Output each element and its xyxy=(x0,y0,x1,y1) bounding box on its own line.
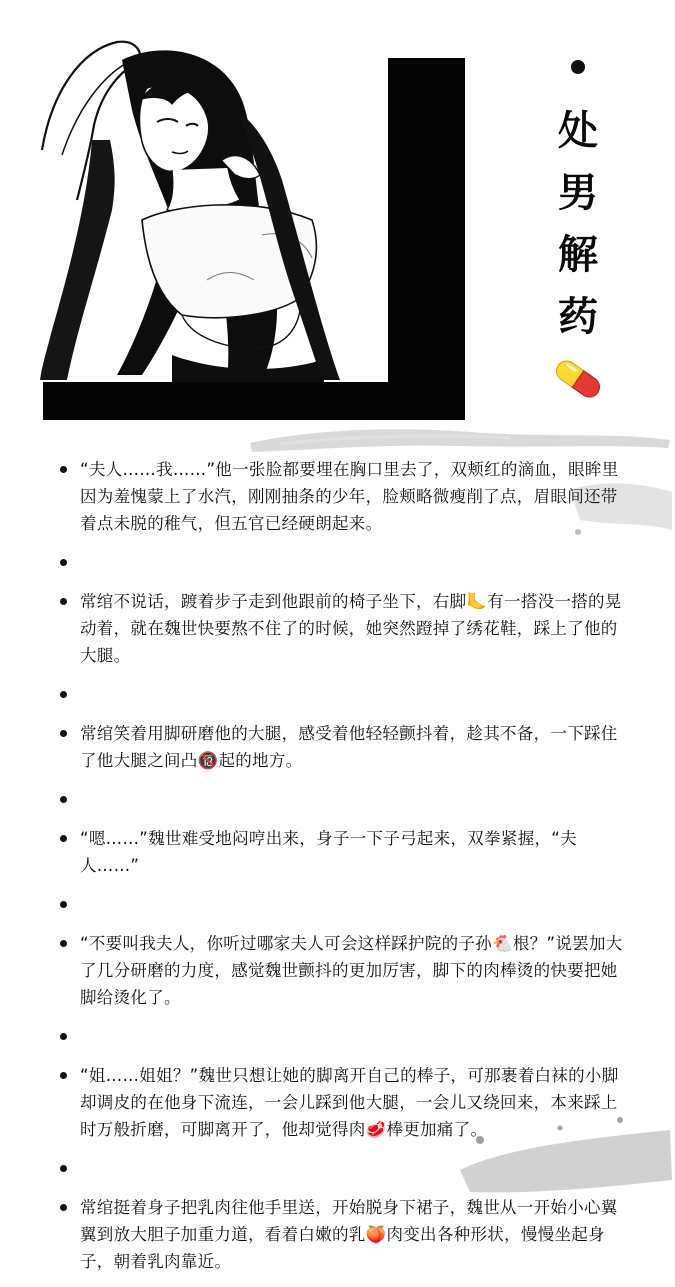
list-item: “夫人……我……”他一张脸都要埋在胸口里去了，双颊红的滴血，眼眸里因为羞愧蒙上了水汽，刚刚抽条的少年，脸颊略微瘦削了点，眉眼间还带着点未脱的稚气，但五官已经硬朗起来。 xyxy=(58,456,623,537)
frame-bar-bottom xyxy=(43,382,465,420)
list-item: 常绾挺着身子把乳肉往他手里送，开始脱身下裙子，魏世从一开始小心翼翼到放大胆子加重力道，看着白嫩的乳🍑肉变出各种形状，慢慢坐起身子，朝着乳肉靠近。 xyxy=(58,1194,623,1275)
story-text xyxy=(58,456,623,1287)
title-char: 解 xyxy=(558,232,598,278)
list-item-empty xyxy=(58,891,623,918)
title-char: 药 xyxy=(558,294,598,340)
title-char: 男 xyxy=(558,170,598,216)
list-item: “不要叫我夫人，你听过哪家夫人可会这样踩护院的子孙🐔根？”说罢加大了几分研磨的力度，感觉魏世颤抖的更加厉害，脚下的肉棒烫的快要把她脚给烫化了。 xyxy=(58,930,623,1011)
title-bullet-dot xyxy=(571,60,585,74)
list-item-empty xyxy=(58,681,623,708)
list-item: 常绾笑着用脚研磨他的大腿，感受着他轻轻颤抖着，趁其不备，一下踩住了他大腿之间凸🔞起的地方。 xyxy=(58,720,623,774)
list-item-empty xyxy=(58,1155,623,1182)
list-item-empty xyxy=(58,786,623,813)
vertical-title xyxy=(548,60,608,402)
list-item: 常绾不说话，踱着步子走到他跟前的椅子坐下，右脚🦶有一搭没一搭的晃动着，就在魏世快要熬不住了的时候，她突然蹬掉了绣花鞋，踩上了他的大腿。 xyxy=(58,588,623,669)
pill-icon xyxy=(552,356,604,402)
hero-illustration xyxy=(0,0,675,440)
list-item-empty xyxy=(58,1023,623,1050)
ink-brush-stroke xyxy=(250,418,670,458)
list-item: “嗯……”魏世难受地闷哼出来，身子一下子弓起来，双拳紧握，“夫人……” xyxy=(58,825,623,879)
title-char: 处 xyxy=(558,108,598,154)
list-item-empty xyxy=(58,549,623,576)
anime-woman-illustration xyxy=(22,30,442,386)
list-item: “姐……姐姐？”魏世只想让她的脚离开自己的棒子，可那裹着白袜的小脚却调皮的在他身下流连，一会儿踩到他大腿，一会儿又绕回来，本来踩上时万般折磨，可脚离开了，他却觉得肉🥩棒更加痛了。 xyxy=(58,1062,623,1143)
